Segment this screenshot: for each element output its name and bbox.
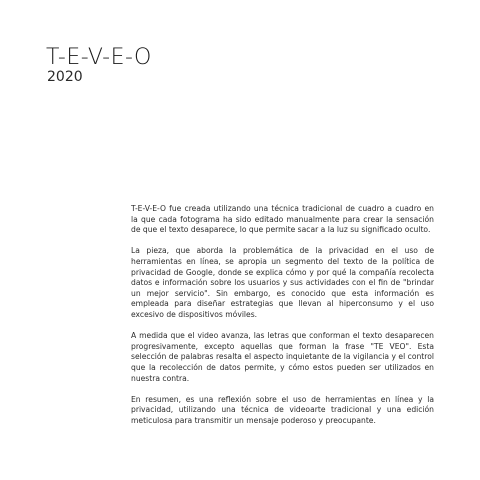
paragraph-2: La pieza, que aborda la problemática de la privacidad en el uso de herramientas en línea, se apropia un segmento del texto de la política de privacidad de Google, donde se explica cómo y por qué la compañía recolecta datos e información sobre los usuarios y sus actividades con el fin de "brindar un mejor servicio". Sin embargo, es conocido que esta información es empleada para diseñar estrategias que llevan al hiperconsumo y el uso excesivo de dispositivos móviles. (131, 246, 434, 319)
paragraph-4: En resumen, es una reflexión sobre el uso de herramientas en línea y la privacidad, utilizando una técnica de videoarte tradicional y una edición meticulosa para transmitir un mensaje poderoso y preocupante. (131, 394, 434, 425)
year-label: 2020 (47, 69, 83, 85)
paragraph-1: T-E-V-E-O fue creada utilizando una técnica tradicional de cuadro a cuadro en la que cada fotograma ha sido editado manualmente para crear la sensación de que el texto desaparece, lo que permite sacar a la luz su significado oculto. (131, 204, 434, 235)
paragraph-3: A medida que el video avanza, las letras que conforman el texto desaparecen progresivamente, excepto aquellas que forman la frase "TE VEO". Esta selección de palabras resalta el aspecto inquietante de la vigilancia y el control que la recolección de datos permite, y cómo estos pueden ser utilizados en nuestra contra. (131, 331, 434, 383)
page-title: T-E-V-E-O (46, 45, 152, 70)
description-text (131, 204, 434, 426)
